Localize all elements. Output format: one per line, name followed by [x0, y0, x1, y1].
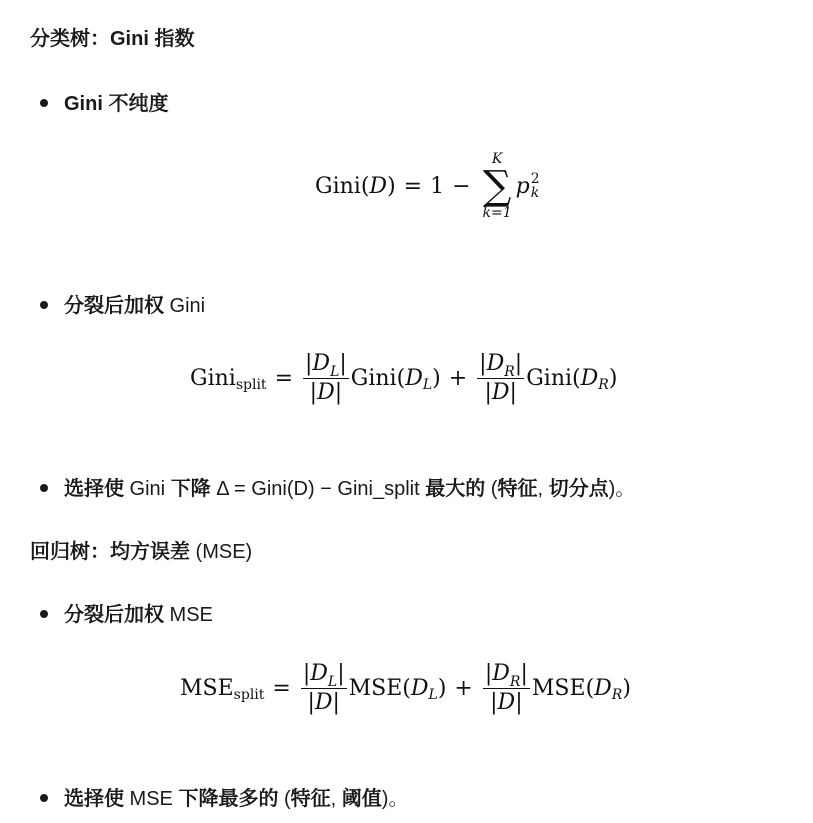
- heading-text: 分类树：Gini 指数: [30, 28, 195, 50]
- bullet-weighted-mse: 分裂后加权 MSE: [40, 598, 213, 627]
- formula-const: 1: [430, 173, 445, 199]
- bullet-mse-selection: 选择使 MSE 下降最多的 (特征, 阈值)。: [40, 782, 408, 811]
- bullet-gini-selection: 选择使 Gini 下降 Δ = Gini(D) − Gini_split 最大的 (特征, 切分点)。: [40, 472, 635, 501]
- formula-var: D: [369, 173, 388, 199]
- fraction-right: $\frac{|D_R|}{|D|}$: [479, 351, 523, 406]
- sum-upper-limit: K: [491, 151, 503, 167]
- bullet-dot: [40, 484, 48, 492]
- heading-text-plain: (MSE): [190, 541, 253, 563]
- bullet-gini-impurity: [40, 87, 168, 116]
- heading-text: 回归树：均方误差: [30, 541, 190, 563]
- fraction-right: $\frac{|D_R|}{|D|}$: [484, 661, 528, 716]
- section-heading-mse: [30, 535, 252, 564]
- bullet-dot: [40, 99, 48, 107]
- bullet-label-bold: 分裂后加权: [64, 295, 164, 317]
- fraction-left: $\frac{|D_L|}{|D|}$: [305, 351, 347, 406]
- bullet-label: Gini 不纯度: [64, 93, 169, 115]
- fraction-left: $\frac{|D_L|}{|D|}$: [302, 661, 345, 716]
- formula-gini-impurity: Gini ( D ) = 1 − K ∑ k=1 p 2 k: [315, 151, 540, 221]
- summation-operator: K ∑ k=1: [482, 151, 512, 221]
- sum-lower-limit: k=1: [482, 205, 512, 221]
- formula-fn-name: Gini: [315, 173, 361, 199]
- bullet-label-plain: Gini: [164, 295, 206, 317]
- formula-mse-split: MSE split = $\frac{|D_L|}{|D|}$ MSE ( D L ) + $\frac{|D_R|}{|D|}$ MSE ( D R ): [180, 661, 631, 716]
- formula-gini-split: Gini split = $\frac{|D_L|}{|D|}$ Gini ( D L ) + $\frac{|D_R|}{|D|}$ Gini ( D R ): [190, 351, 618, 406]
- bullet-dot: [40, 794, 48, 802]
- bullet-weighted-gini: [40, 289, 205, 318]
- bullet-dot: [40, 610, 48, 618]
- formula-pk: p 2 k: [515, 171, 540, 201]
- bullet-dot: [40, 301, 48, 309]
- section-heading-gini: [30, 22, 194, 51]
